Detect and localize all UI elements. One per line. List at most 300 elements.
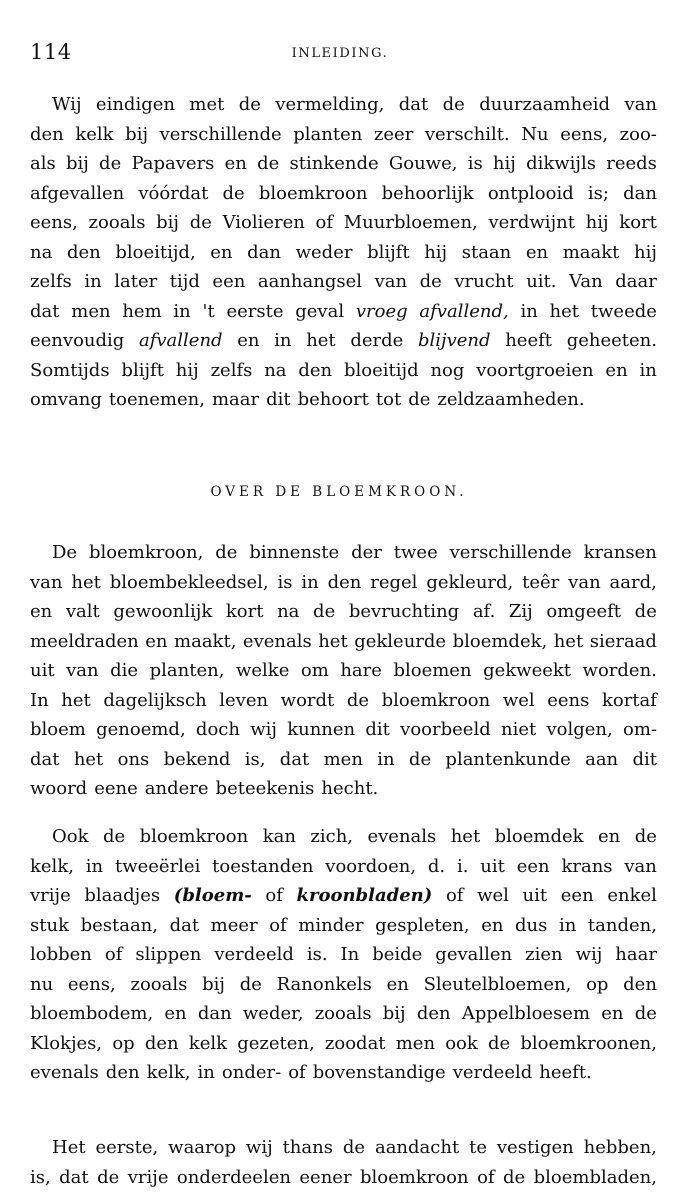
word: Gouwe,	[388, 153, 458, 174]
word: niet	[500, 719, 537, 740]
word: heeft	[505, 330, 553, 351]
word: verschilt.	[424, 123, 510, 145]
word: beteekenis	[215, 778, 315, 799]
word: weder	[295, 241, 353, 263]
word: den	[66, 241, 101, 263]
paragraph-bloemkroon-definitie	[30, 538, 657, 804]
word: meer	[210, 914, 258, 936]
paragraph-kelk-duurzaamheid	[30, 90, 657, 415]
word: op	[586, 973, 609, 995]
word: die	[110, 660, 139, 681]
word: den	[623, 973, 657, 995]
word: is;	[587, 182, 609, 204]
word: het	[549, 300, 580, 322]
word: geval	[295, 300, 345, 322]
word: ons	[117, 748, 150, 770]
word: bloem	[30, 719, 86, 740]
word: na	[30, 241, 53, 263]
word: reeds	[606, 153, 657, 174]
text-line	[30, 881, 657, 911]
word: een	[516, 855, 550, 877]
word: vóórdat	[138, 182, 209, 204]
word: Het	[52, 1137, 86, 1158]
word: den	[144, 1032, 179, 1054]
word: eens,	[560, 123, 609, 145]
word: af.	[472, 601, 496, 622]
word: zelfs	[30, 271, 72, 292]
word: tot	[375, 389, 402, 410]
word: evenals	[30, 1062, 99, 1083]
word: in	[85, 855, 104, 877]
word: meeldraden	[30, 630, 139, 652]
word: kortaf	[601, 689, 657, 711]
word: dit	[365, 719, 390, 740]
text-line	[30, 238, 657, 268]
word: hecht.	[321, 778, 379, 799]
word: in	[301, 571, 319, 593]
word: beide	[372, 944, 423, 965]
word: men	[395, 1032, 436, 1054]
word: zoo-	[619, 123, 657, 145]
text-line	[30, 568, 657, 598]
word: maakt	[562, 241, 620, 263]
word: zeer	[373, 123, 414, 145]
word: dagelijksch	[103, 689, 207, 711]
word: zooals	[314, 1003, 372, 1024]
word: zooals	[130, 973, 188, 995]
word: behoorlijk	[381, 182, 474, 204]
word: Zij	[508, 601, 533, 622]
page-number: 114	[30, 40, 72, 64]
word: de	[215, 542, 238, 563]
word: Muurbloemen,	[343, 212, 478, 233]
text-line	[30, 686, 657, 716]
word: den	[298, 359, 333, 381]
word: wordt	[280, 689, 335, 711]
word: en	[224, 153, 247, 174]
word: worden.	[582, 660, 657, 681]
word: en	[386, 973, 409, 995]
word: vrije	[30, 885, 71, 906]
word: gekweekt	[483, 660, 572, 681]
word: is	[467, 153, 483, 174]
word: eerste,	[95, 1137, 159, 1158]
word: maar	[211, 389, 260, 410]
word: en	[30, 601, 53, 622]
word: aanhangsel	[257, 271, 363, 292]
text-line	[30, 267, 657, 297]
word: of	[445, 885, 464, 906]
word: of	[265, 885, 283, 906]
word: van	[624, 855, 657, 877]
word: Nu	[521, 123, 549, 145]
word: wij	[250, 719, 277, 740]
word: de	[346, 689, 370, 711]
word: dat	[59, 1166, 89, 1188]
paragraph-bloembladen	[30, 1133, 657, 1192]
text-line	[30, 627, 657, 657]
word: lobben	[30, 944, 92, 965]
word: teêr	[522, 571, 560, 593]
word: hij	[585, 212, 609, 233]
word: de	[313, 601, 336, 622]
text-line	[30, 90, 657, 120]
word: later	[114, 271, 158, 292]
word: verdwijnt	[488, 212, 575, 233]
word: zich,	[310, 826, 354, 847]
word: de	[97, 1166, 120, 1188]
word: hij	[424, 241, 448, 263]
word: en	[601, 1003, 624, 1024]
word: kelk,	[30, 855, 74, 877]
word: of	[269, 914, 287, 936]
word: den	[30, 123, 64, 145]
word: d.	[427, 855, 446, 877]
word: in	[639, 359, 657, 381]
word: den	[105, 1062, 140, 1083]
text-line	[30, 745, 657, 775]
word: zooals	[88, 212, 146, 233]
word: weder,	[242, 1003, 304, 1024]
word: tweede	[590, 300, 657, 322]
word: de	[634, 1003, 657, 1024]
word: bij	[382, 1003, 406, 1024]
word: bloemen	[393, 660, 472, 681]
word: in	[197, 1062, 215, 1083]
word: dat	[30, 748, 60, 770]
word: uit	[30, 660, 55, 681]
text-line	[30, 822, 657, 852]
word: den	[416, 1003, 451, 1024]
text-line	[30, 999, 657, 1029]
word: om	[300, 660, 329, 681]
text-line	[30, 179, 657, 209]
text-line	[30, 715, 657, 745]
word: eerste	[226, 300, 284, 322]
word: van	[568, 571, 601, 593]
word: woord	[30, 778, 88, 799]
word: gekleurd,	[426, 571, 514, 593]
word: heeft.	[539, 1062, 592, 1083]
word: of	[315, 212, 334, 233]
word: de	[408, 748, 432, 770]
word: kroonbladen)	[296, 885, 433, 906]
word: aard,	[609, 571, 657, 593]
word: bevruchting	[348, 601, 460, 622]
word: onder-	[221, 1062, 282, 1083]
word: In	[340, 944, 360, 965]
word: Appelbloesem	[461, 1003, 591, 1024]
word: blijft	[367, 241, 410, 263]
word: i.	[456, 855, 469, 877]
word: eindigen	[95, 94, 175, 115]
word: de	[342, 1137, 366, 1158]
word: de	[487, 1032, 511, 1054]
word: de	[442, 94, 465, 115]
word: welke	[235, 660, 290, 681]
word: de	[419, 271, 442, 292]
word: de	[238, 94, 261, 115]
word: hij	[492, 153, 516, 174]
text-line	[30, 597, 657, 627]
word: enkel	[607, 885, 657, 906]
word: 't	[202, 300, 215, 322]
word: is	[277, 571, 293, 593]
word: geheeten.	[566, 330, 657, 351]
word: kelk	[188, 1032, 228, 1054]
word: het	[318, 630, 348, 652]
word: toenemen,	[108, 389, 205, 410]
paragraph-bloemkroon-toestanden	[30, 822, 657, 1088]
word: en	[164, 1003, 187, 1024]
word: regel	[370, 571, 418, 593]
word: maakt,	[174, 630, 237, 652]
word: verschillende	[159, 123, 282, 145]
word: het	[71, 571, 101, 593]
text-line	[30, 149, 657, 179]
word: bloemkroon,	[89, 542, 204, 563]
word: verdeeld	[452, 1062, 533, 1083]
word: nog	[430, 359, 465, 381]
text-line	[30, 852, 657, 882]
word: en	[525, 241, 549, 263]
word: zelfs	[210, 359, 253, 381]
word: planten	[293, 123, 363, 145]
word: bloembladen,	[533, 1166, 657, 1188]
word: het	[61, 689, 91, 711]
word: hij	[175, 359, 199, 381]
text-line	[30, 297, 657, 327]
word: leven	[219, 689, 269, 711]
word: Violieren	[222, 212, 305, 233]
word: dikwijls	[526, 153, 596, 174]
word: in	[173, 300, 191, 322]
word: of	[288, 1062, 306, 1083]
word: het	[73, 748, 104, 770]
word: eenvoudig	[30, 330, 125, 351]
word: een	[560, 885, 594, 906]
word: staan	[461, 241, 512, 263]
word: Klokjes,	[30, 1032, 103, 1054]
word: bloemkroon	[258, 182, 368, 204]
word: aandacht	[374, 1137, 460, 1158]
text-line	[30, 1163, 657, 1193]
word: zoodat	[324, 1032, 386, 1054]
word: na	[264, 359, 287, 381]
word: Somtijds	[30, 359, 110, 381]
word: men	[71, 300, 111, 322]
word: stuk	[30, 914, 69, 936]
word: van	[374, 271, 408, 292]
word: twee	[393, 542, 438, 563]
word: de	[189, 212, 212, 233]
word: bestaan,	[80, 914, 158, 936]
word: de	[102, 826, 126, 847]
word: kan	[262, 826, 296, 847]
word: gekleurde	[354, 630, 447, 652]
word: is.	[306, 944, 328, 965]
word: vrucht	[454, 271, 514, 292]
word: gezeten,	[237, 1032, 315, 1054]
text-line	[30, 1058, 657, 1088]
word: tanden,	[587, 914, 657, 936]
text-line	[30, 385, 657, 415]
word: de	[239, 973, 262, 995]
word: bij	[202, 973, 225, 995]
word: het	[553, 630, 584, 652]
word: verdeeld	[214, 944, 294, 965]
word: en	[605, 359, 628, 381]
word: dat	[30, 300, 60, 322]
word: ontplooid	[487, 182, 574, 204]
word: afvallend	[138, 330, 223, 351]
word: eener	[299, 1166, 352, 1188]
text-line	[30, 1133, 657, 1163]
word: dat	[169, 914, 200, 936]
word: waarop	[168, 1137, 237, 1158]
word: vestigen	[496, 1137, 574, 1158]
word: van	[66, 660, 99, 681]
word: bloemdek	[494, 826, 584, 847]
word: verschillende	[449, 542, 572, 563]
word: krans	[561, 855, 613, 877]
word: eens,	[67, 973, 116, 995]
word: wij	[575, 944, 603, 965]
text-line	[30, 911, 657, 941]
word: daar	[615, 271, 657, 292]
word: als	[30, 153, 56, 174]
word: in	[274, 330, 292, 351]
text-line	[30, 940, 657, 970]
word: toestanden	[212, 855, 314, 877]
word: hem	[122, 300, 162, 322]
text-line	[30, 356, 657, 386]
word: van	[624, 94, 657, 115]
word: planten,	[149, 660, 225, 681]
word: te	[469, 1137, 487, 1158]
word: gespleten,	[375, 914, 470, 936]
word: tijd	[169, 271, 200, 292]
word: bij	[125, 123, 149, 145]
word: voordoen,	[325, 855, 417, 877]
word: is,	[30, 1166, 51, 1188]
word: eens	[547, 689, 590, 711]
word: haar	[615, 944, 657, 965]
word: vermelding,	[275, 94, 385, 115]
word: en	[210, 241, 233, 263]
word: valt	[65, 601, 100, 622]
word: bloeitijd	[344, 359, 419, 381]
word: ook	[445, 1032, 478, 1054]
word: en	[237, 330, 260, 351]
word: Wij	[52, 94, 82, 115]
word: kelk	[75, 123, 114, 145]
word: van	[30, 571, 63, 593]
text-line	[30, 970, 657, 1000]
word: gewoonlijk	[113, 601, 213, 622]
word: bloemkroon	[381, 689, 491, 711]
word: de	[257, 153, 280, 174]
word: gevallen	[435, 944, 513, 965]
word: eens,	[30, 212, 78, 233]
word: een	[212, 271, 246, 292]
word: dat	[398, 94, 429, 115]
text-line	[30, 1029, 657, 1059]
word: andere	[144, 778, 209, 799]
word: de	[408, 389, 431, 410]
word: thans	[282, 1137, 333, 1158]
word: en	[598, 826, 621, 847]
section-heading: OVER DE BLOEMKROON.	[210, 484, 468, 500]
word: dan	[197, 1003, 232, 1024]
word: op	[112, 1032, 135, 1054]
word: Sleutelbloemen,	[423, 973, 572, 995]
word: uit	[480, 855, 505, 877]
word: en	[481, 914, 504, 936]
word: duurzaamheid	[479, 94, 611, 115]
word: bloembekleedsel,	[109, 571, 269, 593]
word: Ook	[52, 826, 89, 847]
word: wel	[477, 885, 509, 906]
word: behoort	[297, 389, 369, 410]
word: bekend	[163, 748, 231, 770]
word: voortgroeien	[476, 359, 594, 381]
word: der	[351, 542, 382, 563]
word: voorbeeld	[400, 719, 491, 740]
word: uit	[522, 885, 548, 906]
word: minder	[298, 914, 364, 936]
word: blaadjes	[84, 885, 161, 906]
word: bloemkroon	[139, 826, 249, 847]
word: met	[189, 94, 225, 115]
word: De	[52, 542, 78, 563]
word: of	[477, 1166, 495, 1188]
word: de	[634, 601, 657, 622]
text-line	[30, 656, 657, 686]
word: eene	[94, 778, 138, 799]
word: dan	[247, 241, 281, 263]
word: derde	[350, 330, 404, 351]
word: bloembodem,	[30, 1003, 154, 1024]
word: In	[30, 689, 49, 711]
word: de	[634, 826, 657, 847]
word: in	[558, 914, 577, 936]
word: nu	[30, 973, 54, 995]
word: bloemdek,	[452, 630, 548, 652]
word: blijvend	[417, 330, 491, 351]
text-line	[30, 120, 657, 150]
word: in	[377, 748, 395, 770]
word: na	[277, 601, 300, 622]
word: wij	[245, 1137, 273, 1158]
word: en	[145, 630, 168, 652]
word: de	[503, 1166, 526, 1188]
word: kelk,	[146, 1062, 191, 1083]
word: vroeg	[355, 300, 408, 322]
word: hare	[340, 660, 382, 681]
word: genoemd,	[96, 719, 186, 740]
text-line	[30, 774, 657, 804]
text-line	[30, 538, 657, 568]
word: of	[104, 944, 123, 965]
word: tweeërlei	[114, 855, 201, 877]
text-line	[30, 326, 657, 356]
word: bovenstandige	[312, 1062, 446, 1083]
word: Ranonkels	[276, 973, 372, 995]
word: bloemkroonen,	[520, 1032, 657, 1054]
word: in	[84, 271, 102, 292]
word: blijft	[121, 359, 164, 381]
